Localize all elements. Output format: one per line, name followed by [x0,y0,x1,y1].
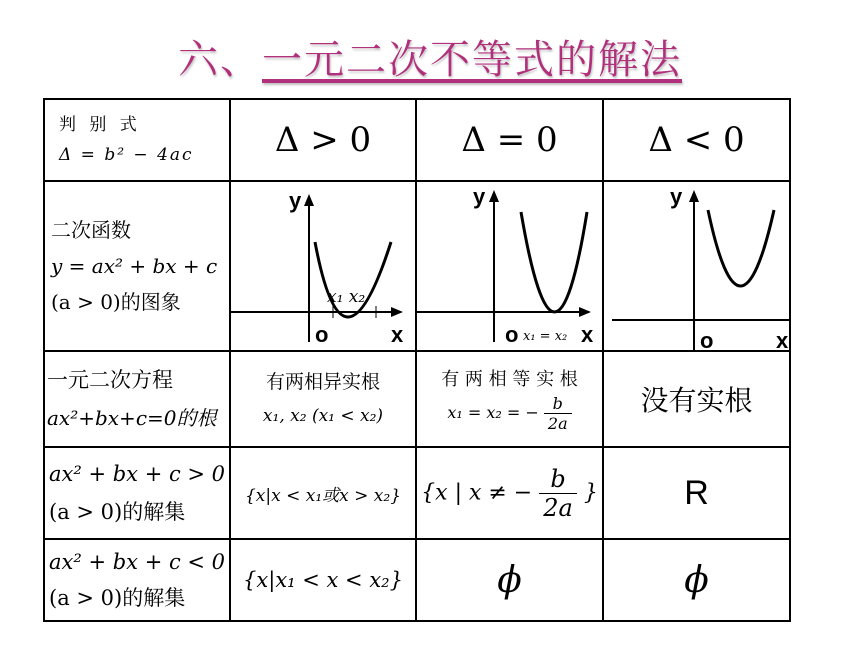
delta-zero: Δ = 0 [416,99,603,181]
x-axis-label: x [776,328,789,350]
origin-label: o [315,322,329,347]
discriminant-label-cell [44,99,230,181]
quadratic-function-formula: y = ax² + bx + c [51,254,218,278]
x-axis-label: x [581,322,594,347]
equal-roots-text: 有 两 相 等 实 根 [441,368,578,390]
fraction-denominator: 2a [547,413,568,433]
gt-solution-row [44,447,790,539]
equation-label: 一元二次方程 [47,368,173,392]
graph-two-roots [231,182,415,350]
page-title [0,28,860,85]
fraction-numerator: b [544,394,572,414]
lt-label-cell [44,539,230,621]
y-axis-label: y [473,184,486,209]
roots-label: x₁ x₂ [327,287,366,307]
roots-label-cell [44,351,230,447]
two-distinct-roots-formula: x₁, x₂ (x₁ < x₂) [262,406,384,426]
two-distinct-roots-cell [230,351,416,447]
graph-label-cell [44,181,230,351]
lt-solution-label: (a > 0)的解集 [49,586,186,610]
gt-inequality: ax² + bx + c > 0 [49,462,226,486]
lt-solution-empty-set-1: ϕ [416,539,603,621]
gt-solution-two-roots: {x|x < x₁或x > x₂} [230,447,416,539]
graph-double-root [417,182,602,350]
x-axis-label: x [391,322,404,347]
title-prefix: 六、 [178,37,262,83]
y-axis-label: y [670,184,683,209]
equal-roots-cell [416,351,603,447]
title-main: 一元二次不等式的解法 [262,37,682,83]
quadratic-function-label: 二次函数 [51,218,131,242]
lt-inequality: ax² + bx + c < 0 [49,550,226,574]
delta-positive: Δ > 0 [230,99,416,181]
lt-solution-empty-set-2: ϕ [603,539,790,621]
fraction-denominator: 2a [543,493,573,522]
graph-no-roots [604,182,789,350]
delta-negative: Δ < 0 [603,99,790,181]
lt-solution-row [44,539,790,621]
equation-formula: ax²+bx+c=0的根 [47,406,217,430]
gt-solution-double-root [416,447,603,539]
no-roots-cell: 没有实根 [603,351,790,447]
gt-set-suffix: } [583,480,598,505]
discriminant-row [44,99,790,181]
equal-roots-label: x₁ = x₂ [523,329,568,344]
fraction-numerator: b [539,465,577,494]
discriminant-formula: Δ = b² − 4ac [59,145,194,165]
graph-condition-label: (a > 0)的图象 [51,290,181,314]
graph-row [44,181,790,351]
comparison-table [43,98,791,622]
gt-set-prefix: {x | x ≠ − [421,480,533,505]
gt-label-cell [44,447,230,539]
equal-roots-prefix: x₁ = x₂ = − [447,402,539,422]
origin-label: o [700,328,714,350]
two-distinct-roots-text: 有两相异实根 [265,371,380,393]
discriminant-label: 判 别 式 [59,115,141,135]
y-axis-label: y [289,188,302,213]
roots-row [44,351,790,447]
lt-solution-two-roots: {x|x₁ < x < x₂} [230,539,416,621]
origin-label: o [505,322,519,347]
gt-solution-label: (a > 0)的解集 [49,500,186,524]
gt-solution-all-reals: R [603,447,790,539]
